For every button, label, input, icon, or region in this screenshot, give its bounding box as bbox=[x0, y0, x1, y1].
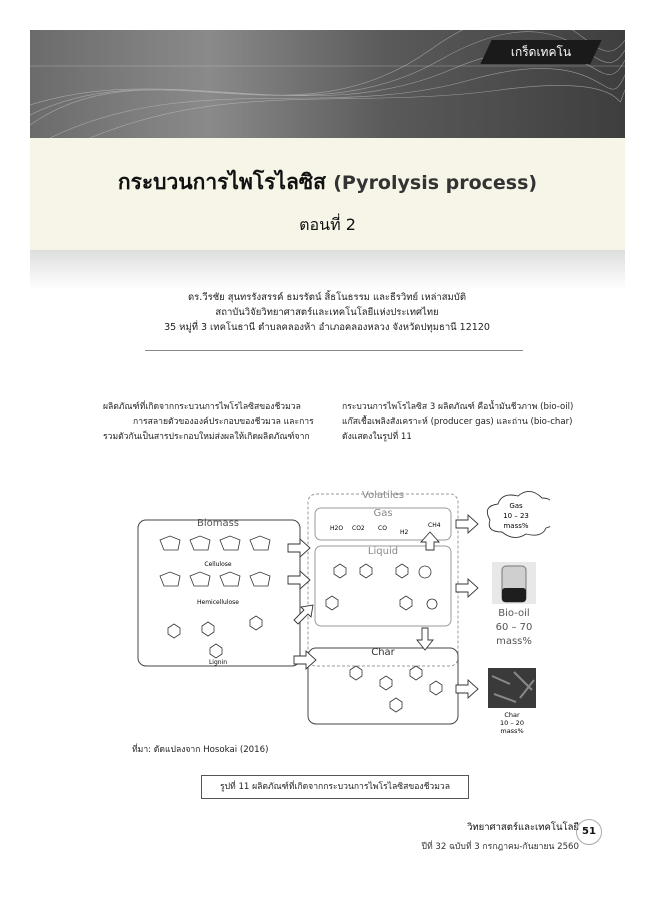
section-label: เกร็ดเทคโน bbox=[510, 45, 572, 59]
char-box-label: Char bbox=[371, 647, 395, 658]
title-block bbox=[30, 138, 625, 250]
liquid-label: Liquid bbox=[367, 546, 399, 557]
figure-caption: รูปที่ 11 ผลิตภัณฑ์ที่เกิดจากกระบวนการไพโรไลซิสของชีวมวล bbox=[201, 775, 469, 799]
page-number: 51 bbox=[576, 819, 602, 845]
title-english: (Pyrolysis process) bbox=[333, 172, 538, 194]
char-yield-label: Char bbox=[504, 711, 520, 719]
gas-species: CO bbox=[378, 525, 387, 532]
gas-species: H2 bbox=[400, 529, 409, 536]
body-text: ผลิตภัณฑ์ที่เกิดจากกระบวนการไพโรไลซิสของชีวมวล bbox=[103, 402, 301, 412]
issue-info: ปีที่ 32 ฉบับที่ 3 กรกฎาคม-กันยายน 2560 bbox=[421, 842, 579, 852]
body-text: การสลายตัวขององค์ประกอบของชีวมวล และการ bbox=[133, 417, 314, 427]
body-column-right bbox=[342, 400, 574, 445]
body-text: รวมตัวกันเป็นสารประกอบใหม่ส่งผลให้เกิดผลิตภัณฑ์จาก bbox=[103, 432, 310, 442]
figure-source: ที่มา: ดัดแปลงจาก Hosokai (2016) bbox=[132, 745, 269, 755]
char-box bbox=[308, 648, 458, 724]
process-arrows bbox=[288, 515, 478, 698]
lignin-label: Lignin bbox=[208, 659, 228, 666]
author-address: 35 หมู่ที่ 3 เทคโนธานี ตำบลคลองห้า อำเภอคลองหลวง จังหวัดปทุมธานี 12120 bbox=[164, 322, 490, 333]
gas-yield-label: Gas bbox=[509, 502, 523, 510]
page-footer bbox=[422, 820, 579, 853]
gas-species: H2O bbox=[330, 525, 344, 532]
magazine-name: วิทยาศาสตร์และเทคโนโลยี bbox=[467, 822, 579, 833]
fade-band bbox=[30, 250, 625, 290]
biooil-liquid bbox=[502, 588, 526, 602]
liquid-box bbox=[315, 546, 451, 626]
divider bbox=[145, 350, 523, 351]
biooil-range: 60 – 70 bbox=[495, 622, 533, 633]
title-thai: กระบวนการไพโรไลซิส bbox=[117, 170, 326, 194]
author-institution: สถาบันวิจัยวิทยาศาสตร์และเทคโนโลยีแห่งประเทศไทย bbox=[215, 307, 439, 318]
char-yield-unit: mass% bbox=[500, 727, 524, 735]
body-text: แก๊สเชื้อเพลิงสังเคราะห์ (producer gas) และถ่าน (bio-char) bbox=[342, 417, 573, 427]
pyrolysis-figure bbox=[130, 480, 550, 736]
gas-yield-unit: mass% bbox=[503, 522, 529, 530]
hemicellulose-label: Hemicellulose bbox=[197, 599, 239, 606]
char-yield-range: 10 – 20 bbox=[500, 719, 524, 727]
gas-label: Gas bbox=[373, 508, 393, 519]
gas-species: CO2 bbox=[352, 525, 365, 532]
cellulose-label: Cellulose bbox=[204, 561, 232, 568]
biooil-unit: mass% bbox=[496, 636, 532, 647]
biooil-label: Bio-oil bbox=[498, 608, 530, 619]
gas-yield-range: 10 – 23 bbox=[503, 512, 529, 520]
biomass-label: Biomass bbox=[196, 518, 240, 529]
volatiles-box bbox=[308, 494, 458, 666]
author-block bbox=[0, 290, 654, 335]
body-text: ดังแสดงในรูปที่ 11 bbox=[342, 432, 412, 442]
body-text: กระบวนการไพโรไลซิส 3 ผลิตภัณฑ์ คือน้ำมันชีวภาพ (bio-oil) bbox=[342, 402, 574, 412]
article-title bbox=[30, 166, 625, 199]
gas-species: CH4 bbox=[428, 522, 441, 529]
article-part: ตอนที่ 2 bbox=[299, 215, 356, 234]
liquid-molecules bbox=[326, 564, 437, 610]
body-column-left bbox=[103, 400, 318, 445]
author-names: ดร.วีรชัย สุนทรรังสรรค์ ธมรรัตน์ สิ้ธโนธรรม และธีรวิทย์ เหล่าสมบัติ bbox=[187, 292, 467, 303]
section-tab bbox=[480, 40, 601, 64]
biomass-molecules bbox=[160, 536, 270, 658]
volatiles-label: Volatiles bbox=[362, 490, 404, 501]
char-molecules bbox=[350, 666, 442, 712]
biomass-box bbox=[138, 520, 300, 666]
